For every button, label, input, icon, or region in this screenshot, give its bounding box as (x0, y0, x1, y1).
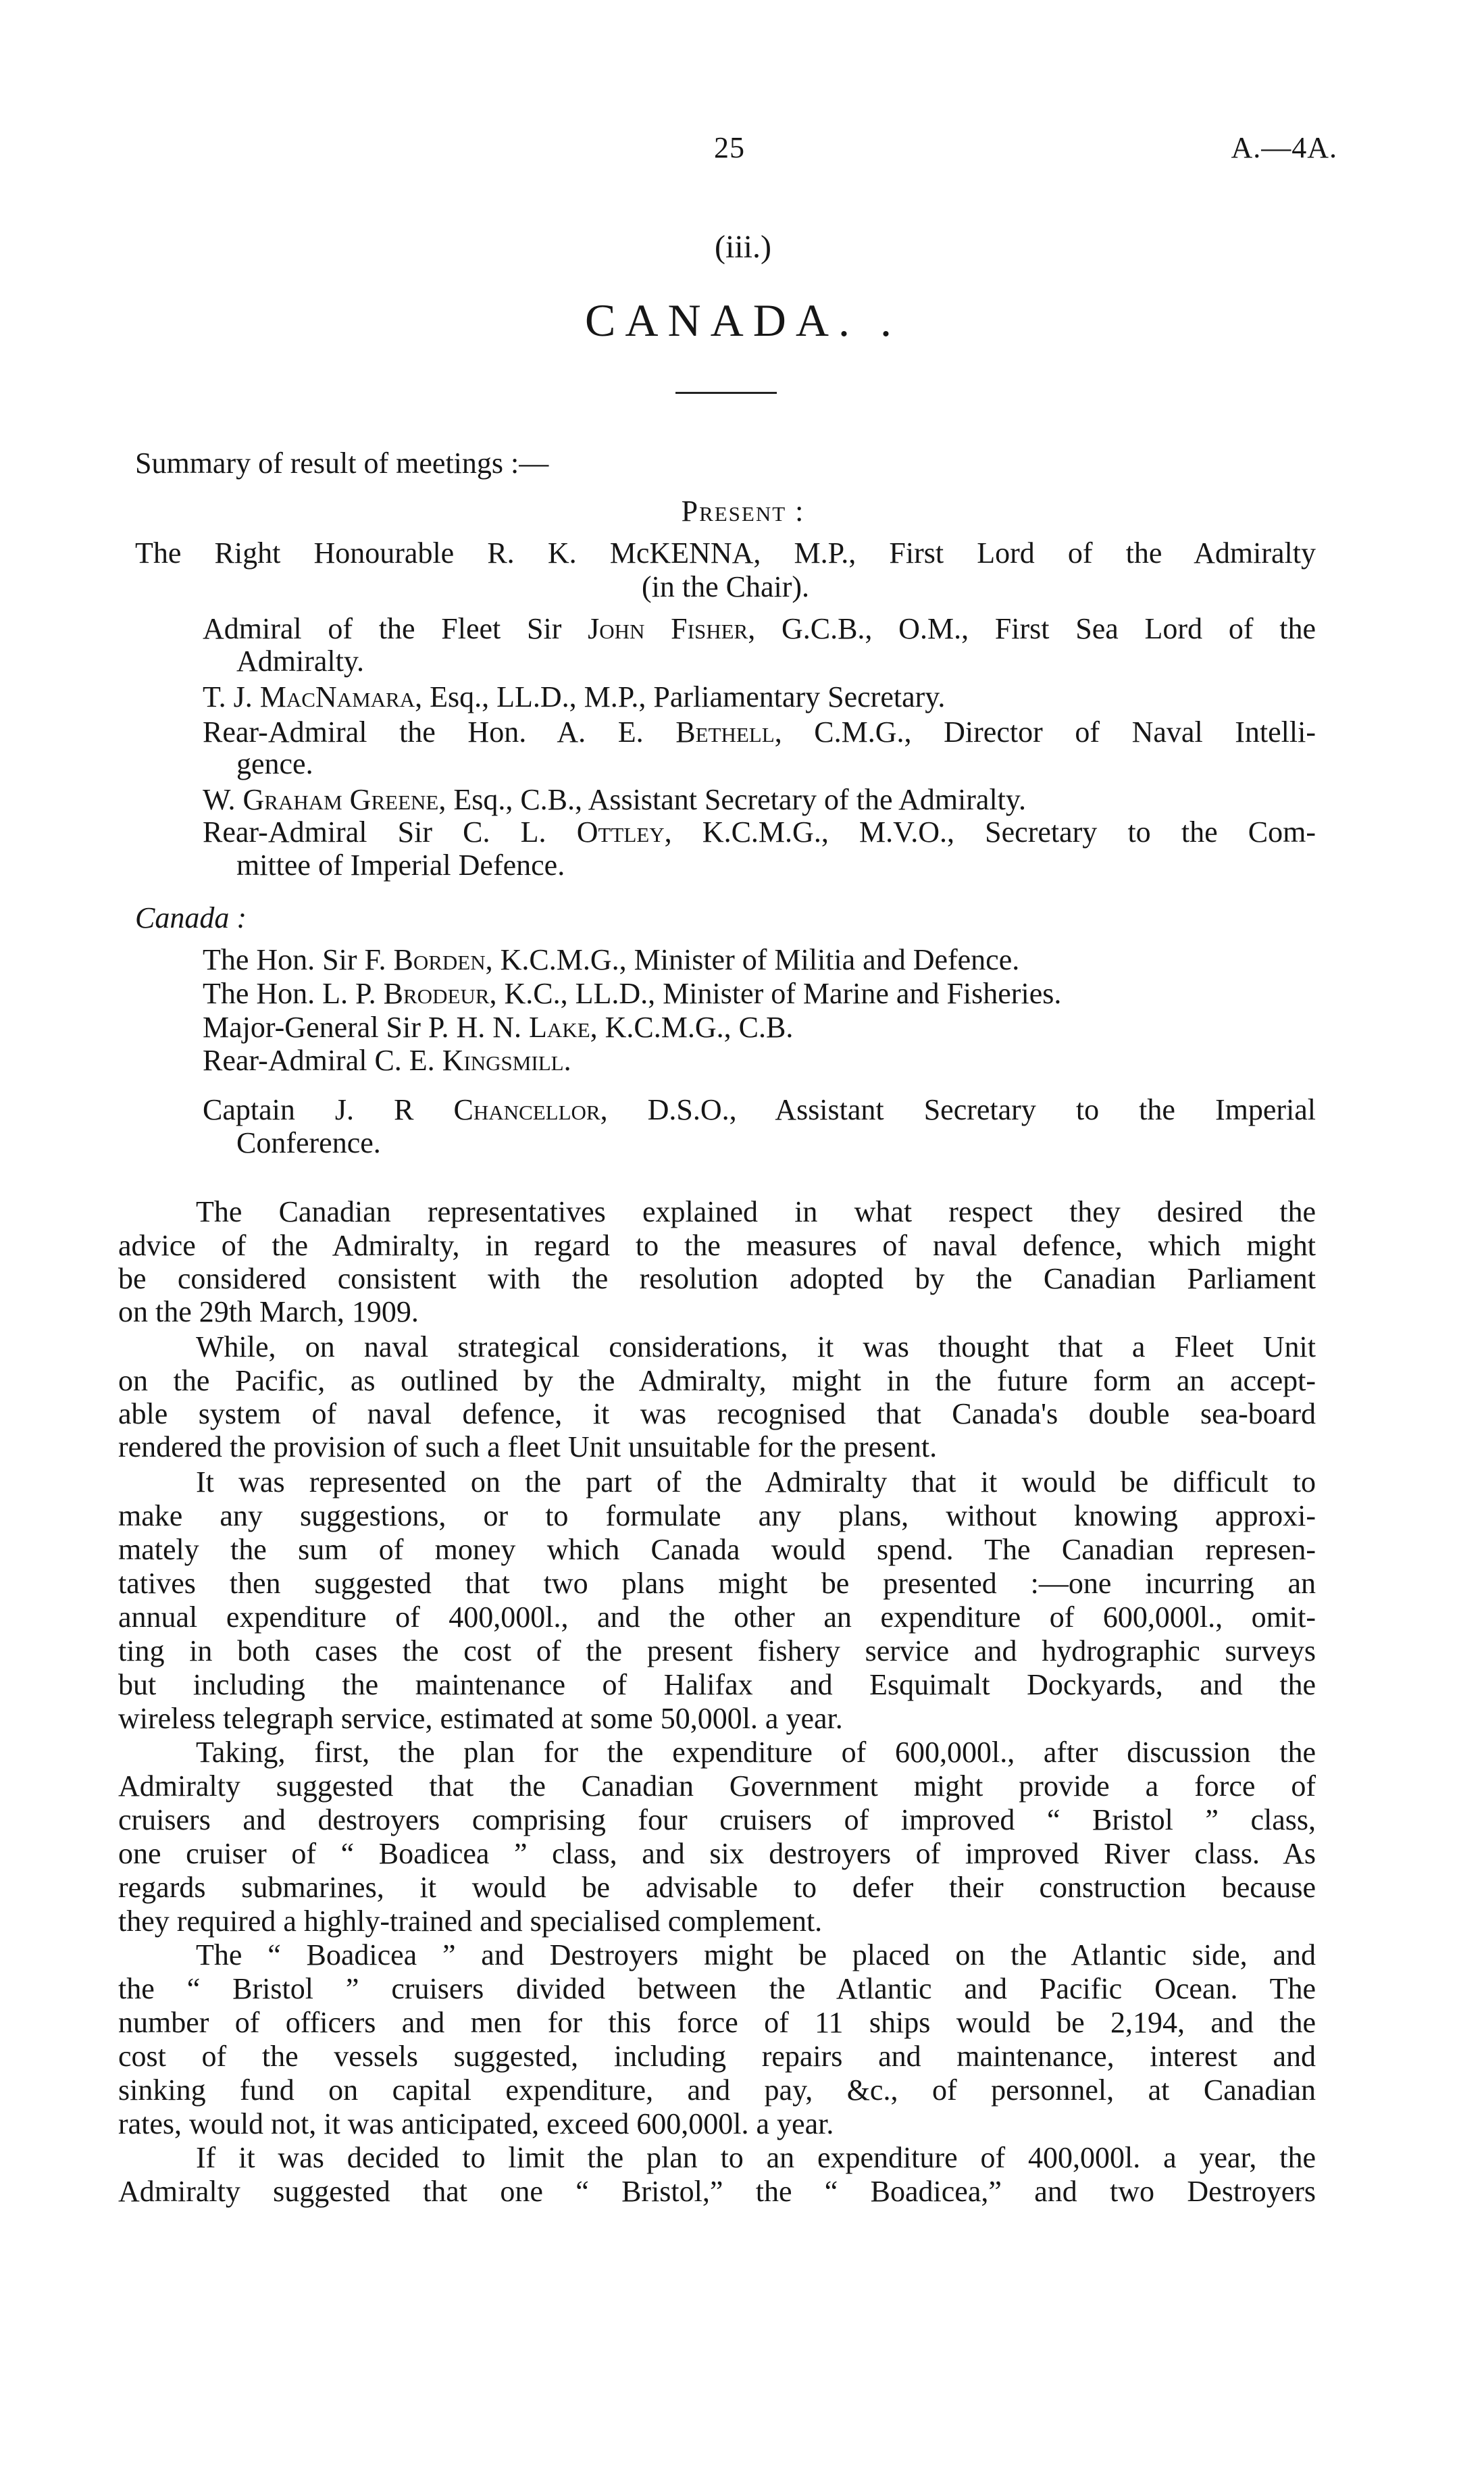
body-line: mately the sum of money which Canada would spend. The Canadian represen- (118, 1533, 1316, 1566)
attendee-line: Admiralty. (236, 645, 364, 678)
body-line: cost of the vessels suggested, including repairs and maintenance, interest and (118, 2040, 1316, 2073)
attendee-line: mittee of Imperial Defence. (236, 849, 565, 882)
page-title: CANADA. . (585, 295, 901, 346)
body-line: one cruiser of “ Boadicea ” class, and six destroyers of improved River class. As (118, 1837, 1316, 1870)
body-line: on the Pacific, as outlined by the Admiralty, might in the future form an accept- (118, 1364, 1316, 1397)
attendee-name: Graham Greene (242, 783, 439, 816)
body-line: ting in both cases the cost of the present fishery service and hydrographic surveys (118, 1634, 1316, 1667)
body-line: able system of naval defence, it was recognised that Canada's double sea-board (118, 1397, 1316, 1430)
body-line: regards submarines, it would be advisable to defer their construction because (118, 1871, 1316, 1904)
body-line: Admiralty suggested that one “ Bristol,” the “ Boadicea,” and two Destroyers (118, 2175, 1316, 2208)
attendee-line: Rear-Admiral Sir C. L. Ottley, K.C.M.G., M.V.O., Secretary to the Com- (203, 815, 1316, 849)
body-line: sinking fund on capital expenditure, and pay, &c., of personnel, at Canadian (118, 2073, 1316, 2107)
body-line: advice of the Admiralty, in regard to the measures of naval defence, which might (118, 1229, 1316, 1262)
body-line: wireless telegraph service, estimated at some 50,000l. a year. (118, 1702, 843, 1735)
present-heading: Present : (681, 495, 805, 528)
attendee-name: Chancellor (453, 1093, 600, 1126)
page-number: 25 (714, 131, 745, 164)
attendee-line: Captain J. R Chancellor, D.S.O., Assistant Secretary to the Imperial (203, 1093, 1316, 1126)
body-line: the “ Bristol ” cruisers divided between the Atlantic and Pacific Ocean. The (118, 1972, 1316, 2005)
section-number: (iii.) (715, 229, 771, 265)
summary-intro: Summary of result of meetings :— (135, 447, 549, 480)
body-line: It was represented on the part of the Admiralty that it would be difficult to (196, 1465, 1316, 1499)
body-line: be considered consistent with the resolution adopted by the Canadian Parliament (118, 1262, 1316, 1295)
attendee-line: (in the Chair). (641, 570, 810, 603)
attendee-line: The Hon. L. P. Brodeur, K.C., LL.D., Minister of Marine and Fisheries. (203, 977, 1062, 1010)
attendee-line: The Hon. Sir F. Borden, K.C.M.G., Minister of Militia and Defence. (203, 943, 1020, 976)
body-line: If it was decided to limit the plan to an expenditure of 400,000l. a year, the (196, 2141, 1316, 2174)
body-line: but including the maintenance of Halifax and Esquimalt Dockyards, and the (118, 1668, 1316, 1701)
attendee-name: Borden (393, 943, 486, 976)
body-line: number of officers and men for this force of 11 ships would be 2,194, and the (118, 2006, 1316, 2039)
attendee-name: Brodeur (383, 977, 490, 1010)
body-line: rendered the provision of such a fleet Unit unsuitable for the present. (118, 1430, 938, 1463)
body-line: The Canadian representatives explained in what respect they desired the (196, 1195, 1316, 1228)
attendee-name: Kingsmill (442, 1044, 564, 1077)
body-line: on the 29th March, 1909. (118, 1295, 419, 1328)
body-line: make any suggestions, or to formulate any plans, without knowing approxi- (118, 1499, 1316, 1532)
attendee-line: Admiral of the Fleet Sir John Fisher, G.C.B., O.M., First Sea Lord of the (203, 612, 1316, 645)
body-line: annual expenditure of 400,000l., and the other an expenditure of 600,000l., omit- (118, 1601, 1316, 1634)
attendee-line: Conference. (236, 1126, 381, 1159)
body-line: tatives then suggested that two plans might be presented :—one incurring an (118, 1567, 1316, 1600)
body-line: The “ Boadicea ” and Destroyers might be placed on the Atlantic side, and (196, 1938, 1316, 1971)
body-line: Taking, first, the plan for the expenditure of 600,000l., after discussion the (196, 1736, 1316, 1769)
body-line: they required a highly-trained and specialised complement. (118, 1905, 823, 1938)
attendee-name: Bethell (675, 715, 775, 749)
attendee-line: Rear-Admiral C. E. Kingsmill. (203, 1044, 571, 1077)
attendee-name: MacNamara (259, 680, 415, 713)
body-line: Admiralty suggested that the Canadian Government might provide a force of (118, 1769, 1316, 1803)
attendee-line: gence. (236, 747, 313, 780)
attendee-line: T. J. MacNamara, Esq., LL.D., M.P., Parliamentary Secretary. (203, 680, 946, 713)
attendee-line: Major-General Sir P. H. N. Lake, K.C.M.G., C.B. (203, 1011, 794, 1044)
canada-heading: Canada : (135, 901, 247, 934)
attendee-name: John Fisher (588, 612, 748, 645)
attendee-line: Rear-Admiral the Hon. A. E. Bethell, C.M.G., Director of Naval Intelli- (203, 715, 1316, 749)
title-divider (675, 392, 777, 394)
attendee-line: W. Graham Greene, Esq., C.B., Assistant Secretary of the Admiralty. (203, 783, 1027, 816)
body-line: cruisers and destroyers comprising four cruisers of improved “ Bristol ” class, (118, 1803, 1316, 1836)
attendee-name: Lake (529, 1011, 590, 1044)
document-reference: A.—4A. (1231, 131, 1337, 164)
body-line: rates, would not, it was anticipated, exceed 600,000l. a year. (118, 2107, 834, 2140)
attendee-name: Ottley (576, 815, 665, 849)
attendee-line: The Right Honourable R. K. McKENNA, M.P., First Lord of the Admiralty (135, 536, 1316, 570)
body-line: While, on naval strategical considerations, it was thought that a Fleet Unit (196, 1330, 1316, 1363)
